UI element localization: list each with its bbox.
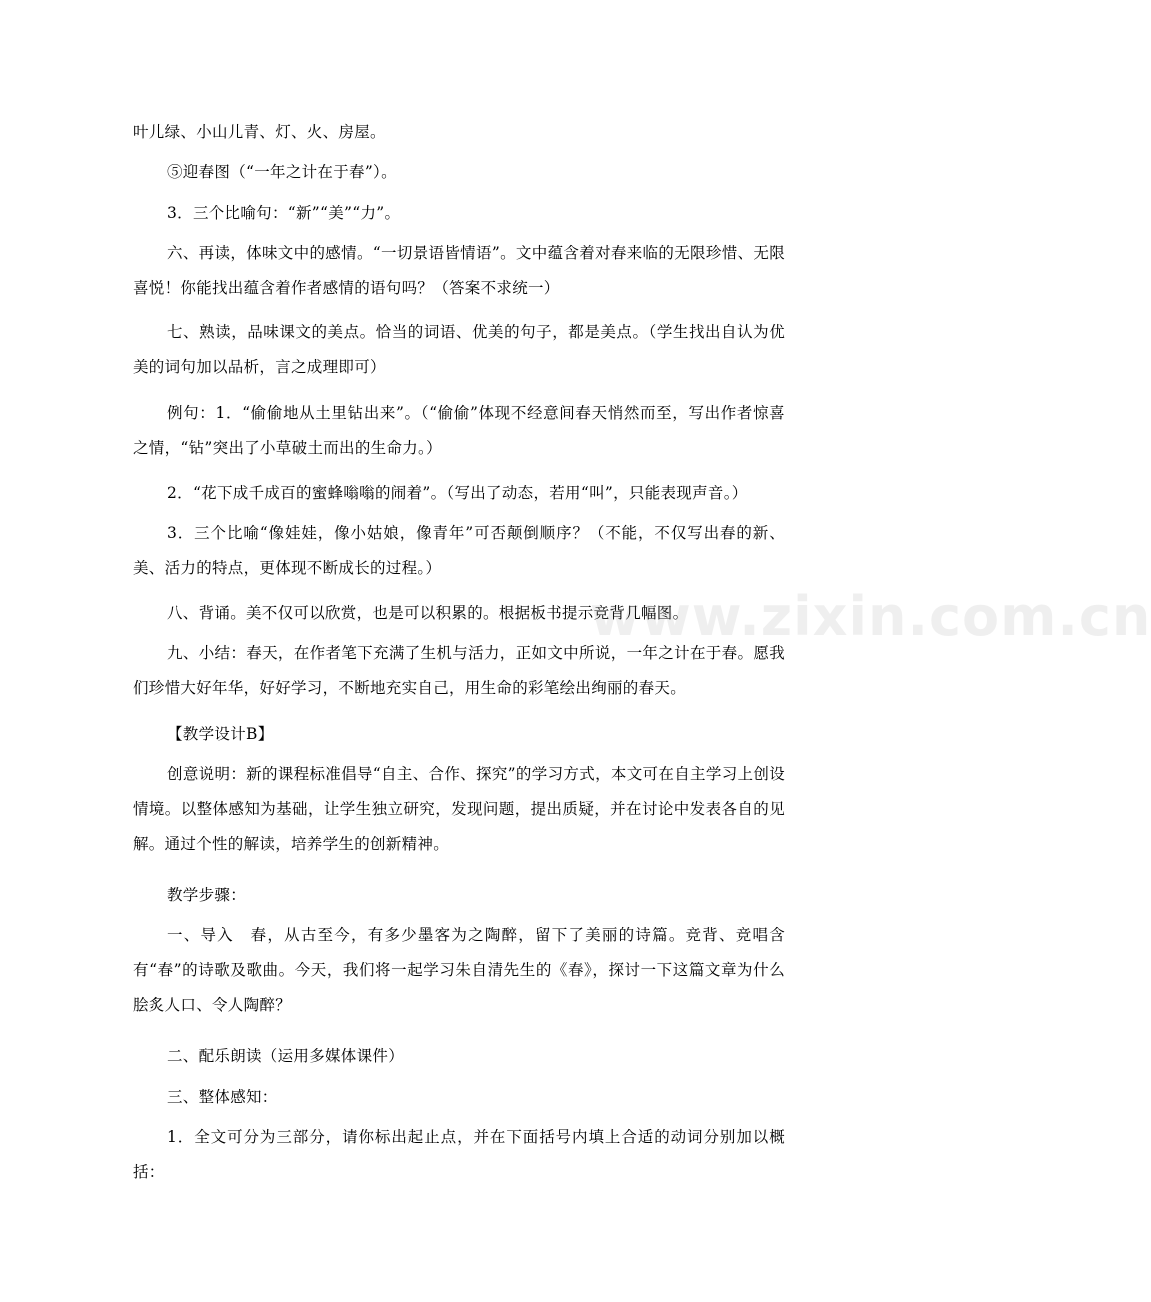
paragraph-3: 3．三个比喻句：“新”“美”“力”。 [167, 204, 401, 222]
paragraph-5: 七、熟读，品味课文的美点。恰当的词语、优美的句子，都是美点。（学生找出自认为优美的词句加以品析，言之成理即可） [133, 323, 785, 376]
paragraph-6: 例句：1．“偷偷地从土里钻出来”。（“偷偷”体现不经意间春天悄然而至，写出作者惊喜之情，“钻”突出了小草破土而出的生命力。） [133, 404, 785, 457]
paragraph-8: 3．三个比喻“像娃娃，像小姑娘，像青年”可否颠倒顺序？（不能，不仅写出春的新、美、活力的特点，更体现不断成长的过程。） [133, 524, 785, 577]
paragraph-14: 一、导入 春，从古至今，有多少墨客为之陶醉，留下了美丽的诗篇。竞背、竞唱含有“春”的诗歌及歌曲。今天，我们将一起学习朱自清先生的《春》，探讨一下这篇文章为什么脍炙人口、令人陶醉？ [133, 926, 785, 1014]
paragraph-13: 教学步骤： [167, 886, 247, 904]
section-heading: 【教学设计B】 [167, 725, 274, 743]
paragraph-12: 创意说明：新的课程标准倡导“自主、合作、探究”的学习方式，本文可在自主学习上创设情境。以整体感知为基础，让学生独立研究，发现问题，提出质疑，并在讨论中发表各自的见解。通过个性的解读，培养学生的创新精神。 [133, 765, 785, 853]
paragraph-4: 六、再读，体味文中的感情。“一切景语皆情语”。文中蕴含着对春来临的无限珍惜、无限喜悦！你能找出蕴含着作者感情的语句吗？（答案不求统一） [133, 244, 785, 297]
paragraph-10: 九、小结：春天，在作者笔下充满了生机与活力，正如文中所说，一年之计在于春。愿我们珍惜大好年华，好好学习，不断地充实自己，用生命的彩笔绘出绚丽的春天。 [133, 644, 785, 697]
paragraph-15: 二、配乐朗读（运用多媒体课件） [167, 1047, 405, 1065]
paragraph-17: 1．全文可分为三部分，请你标出起止点，并在下面括号内填上合适的动词分别加以概括： [133, 1128, 785, 1181]
paragraph-1: 叶儿绿、小山儿青、灯、火、房屋。 [133, 123, 386, 141]
paragraph-7: 2．“花下成千成百的蜜蜂嗡嗡的闹着”。（写出了动态，若用“叫”，只能表现声音。） [167, 484, 748, 502]
watermark: www.zixin.com.cn [590, 585, 1151, 648]
paragraph-9: 八、背诵。美不仅可以欣赏，也是可以积累的。根据板书提示竞背几幅图。 [167, 604, 689, 622]
paragraph-2: ⑤迎春图（“一年之计在于春”）。 [167, 163, 397, 181]
paragraph-16: 三、整体感知： [167, 1088, 278, 1106]
